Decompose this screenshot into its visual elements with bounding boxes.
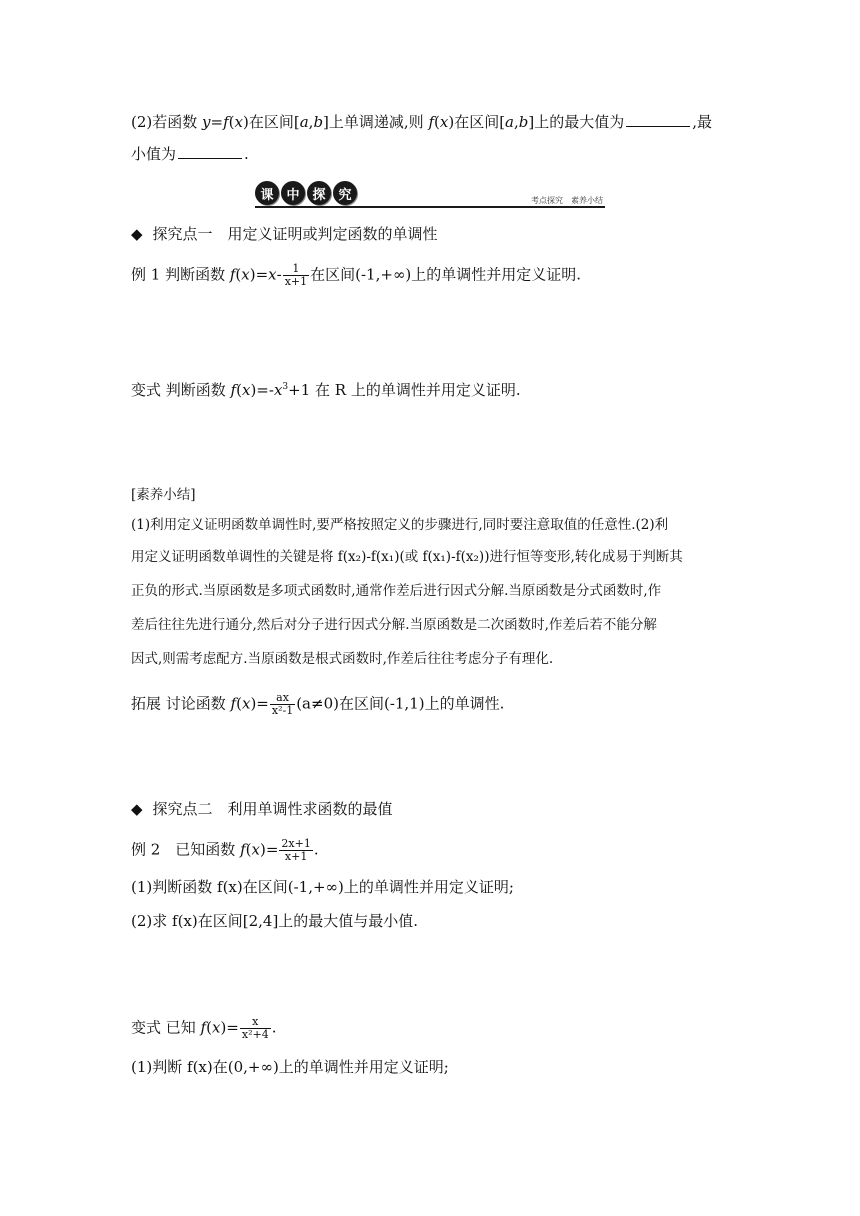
heading-text: 探究点二 利用单调性求函数的最值 [152, 800, 393, 818]
text-segment: +1 在 R 上的单调性并用定义证明. [288, 381, 521, 399]
fraction-numerator: ax [276, 691, 289, 704]
fraction [283, 263, 309, 288]
text-segment: ]上的最大值为 [528, 113, 625, 131]
variant-2: 变式 已知 f(x)= $\frac{x}{\text{x²+4}}$ . [131, 1015, 277, 1041]
banner-rule [255, 206, 605, 208]
text-segment: 拓展 讨论函数 [131, 694, 231, 713]
banner-stamps [255, 181, 357, 205]
text-segment: 例 2 已知函数 [131, 840, 241, 859]
fraction [279, 838, 312, 863]
summary-line-5: 因式,则需考虑配方.当原函数是根式函数时,作差后往往考虑分子有理化. [131, 651, 554, 667]
summary-line-4: 差后往往先进行通分,然后对分子进行因式分解.当原函数是二次函数时,作差后若不能分解 [131, 617, 657, 633]
text-segment: . [313, 840, 319, 859]
text-segment: 变式 判断函数 [131, 381, 231, 399]
section-banner [255, 181, 605, 211]
text-segment: . [244, 145, 249, 163]
explore-point-2-heading [131, 799, 393, 819]
text-segment: ,最 [692, 113, 713, 131]
text-segment: 在区间[ [248, 113, 300, 131]
text-segment: ]上单调递减,则 [323, 113, 429, 131]
banner-char-2: 中 [281, 181, 305, 205]
summary-line-1: (1)利用定义证明函数单调性时,要严格按照定义的步骤进行,同时要注意取值的任意性.(2)利 [131, 517, 669, 533]
text-segment: 变式 已知 [131, 1018, 201, 1037]
banner-char-4: 究 [333, 181, 357, 205]
diamond-bullet-icon: ◆ [131, 225, 143, 243]
text-segment: (a≠0)在区间(-1,1)上的单调性. [296, 694, 505, 713]
example-2-question-1: (1)判断函数 f(x)在区间(-1,+∞)上的单调性并用定义证明; [131, 878, 514, 896]
summary-line-3: 正负的形式.当原函数是多项式函数时,通常作差后进行因式分解.当原函数是分式函数时,作 [131, 583, 662, 599]
question-2-line-2 [131, 144, 249, 164]
text-segment: 在区间[ [454, 113, 506, 131]
fraction-denominator: x+1 [284, 275, 308, 288]
text-segment: 在区间(-1,+∞)上的单调性并用定义证明. [310, 265, 582, 284]
fraction-denominator: x²-1 [271, 704, 294, 717]
fraction-numerator: 2x+1 [281, 837, 311, 850]
text-segment: (2)若函数 [131, 113, 203, 131]
heading-text: 探究点一 用定义证明或判定函数的单调性 [152, 225, 438, 243]
variant-2-question-1: (1)判断 f(x)在(0,+∞)上的单调性并用定义证明; [131, 1058, 449, 1076]
fraction [240, 1016, 271, 1041]
example-2-question-2: (2)求 f(x)在区间[2,4]上的最大值与最小值. [131, 912, 419, 930]
fraction-denominator: x²+4 [241, 1028, 269, 1041]
summary-line-2: 用定义证明函数单调性的关键是将 f(x₂)-f(x₁)(或 f(x₁)-f(x₂))进行恒等变形,转化成易于判断其 [131, 549, 683, 565]
diamond-bullet-icon: ◆ [131, 800, 143, 818]
question-2-line-1: (2)若函数 y=f(x)在区间[a,b]上单调递减,则 f(x)在区间[a,b]上的最大值为 ,最 [131, 113, 713, 131]
answer-blank-min[interactable] [178, 144, 242, 159]
fraction [270, 692, 295, 717]
answer-blank-max[interactable] [626, 112, 690, 127]
extension: 拓展 讨论函数 f(x)= $\frac{ax}{\text{x²-1}}$ (a≠0)在区间(-1,1)上的单调性. [131, 691, 505, 717]
fraction-numerator: 1 [292, 262, 300, 275]
text-segment: . [271, 1018, 277, 1037]
explore-point-1-heading [131, 224, 438, 244]
text-segment: 小值为 [131, 145, 177, 163]
summary-title: [素养小结] [131, 487, 196, 503]
fraction-denominator: x+1 [279, 850, 312, 863]
banner-char-3: 探 [307, 181, 331, 205]
fraction-numerator: x [252, 1015, 259, 1028]
text-segment: 例 1 判断函数 [131, 265, 230, 284]
example-2: 例 2 已知函数 f(x)= $\frac{2x+1}{x+1}$ . [131, 837, 319, 863]
variant-1: 变式 判断函数 $f(x)=-x^3+1$ 在 R 上的单调性并用定义证明. [131, 381, 521, 399]
banner-tags: 考点探究 素养小结 [531, 196, 603, 205]
banner-char-1: 课 [255, 181, 279, 205]
example-1: 例 1 判断函数 f(x)=x- $\frac{1}{x+1}$ 在区间(-1,+∞)上的单调性并用定义证明. [131, 262, 582, 288]
